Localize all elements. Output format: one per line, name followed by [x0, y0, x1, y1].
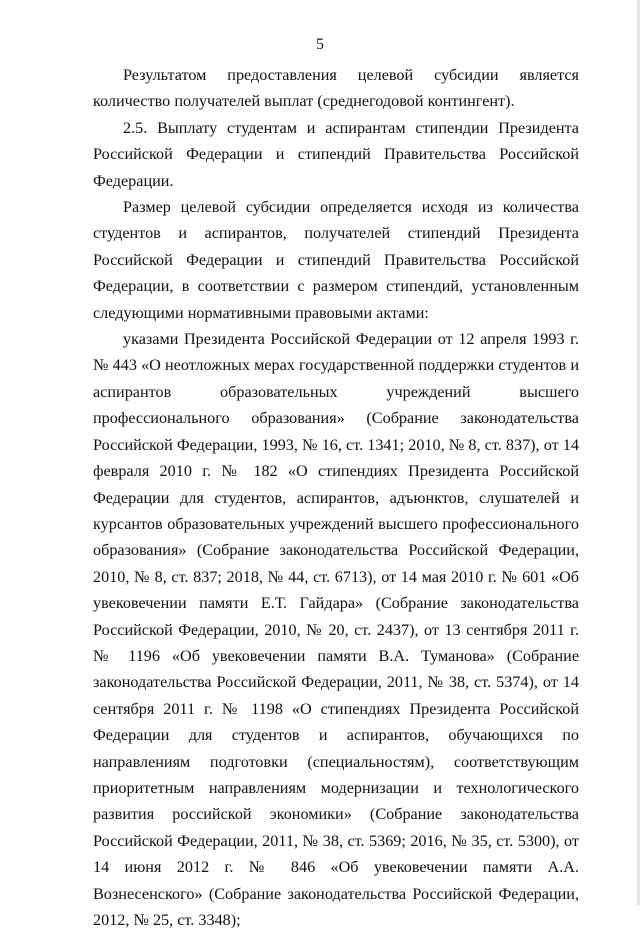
- paragraph-subsidy-size: Размер целевой субсидии определяется исходя из количества студентов и аспирантов, получателей стипендий Президента Российской Федерации и стипендий Правительства Российской Федерации, в соответствии с размером стипендий, установленным следующими нормативными правовыми актами:: [93, 198, 579, 322]
- paragraph-decrees: указами Президента Российской Федерации от 12 апреля 1993 г. № 443 «О неотложных мерах государственной поддержки студентов и аспирантов образовательных учреждений высшего профессионального образования» (Собрание законодательства Российской Федерации, 1993, № 16, ст. 1341; 2010, № 8, ст. 837), от 14 февраля 2010 г. № 182 «О стипендиях Президента Российской Федерации для студентов, аспирантов, адъюнктов, слушателей и курсантов образовательных учреждений высшего профессионального образования» (Собрание законодательства Российской Федерации, 2010, № 8, ст. 837; 2018, № 44, ст. 6713), от 14 мая 2010 г. № 601 «Об увековечении памяти Е.Т. Гайдара» (Собрание законодательства Российской Федерации, 2010, № 20, ст. 2437), от 13 сентября 2011 г. № 1196 «Об увековечении памяти В.А. Туманова» (Собрание законодательства Российской Федерации, 2011, № 38, ст. 5374), от 14 сентября 2011 г. № 1198 «О стипендиях Президента Российской Федерации для студентов и аспирантов, обучающихся по направлениям подготовки (специальностям), соответствующим приоритетным направлениям модернизации и технологического развития российской экономики» (Собрание законодательства Российской Федерации, 2011, № 38, ст. 5369; 2016, № 35, ст. 5300), от 14 июня 2012 г. № 846 «Об увековечении памяти А.А. Вознесенского» (Собрание законодательства Российской Федерации, 2012, № 25, ст. 3348);: [93, 330, 579, 929]
- paragraph-result: Результатом предоставления целевой субсидии является количество получателей выплат (среднегодовой контингент).: [93, 66, 579, 111]
- paragraph-section-2-5: 2.5. Выплату студентам и аспирантам стипендии Президента Российской Федерации и стипендий Правительства Российской Федерации.: [93, 118, 579, 190]
- document-body: [93, 62, 579, 933]
- page-number: 5: [316, 36, 324, 53]
